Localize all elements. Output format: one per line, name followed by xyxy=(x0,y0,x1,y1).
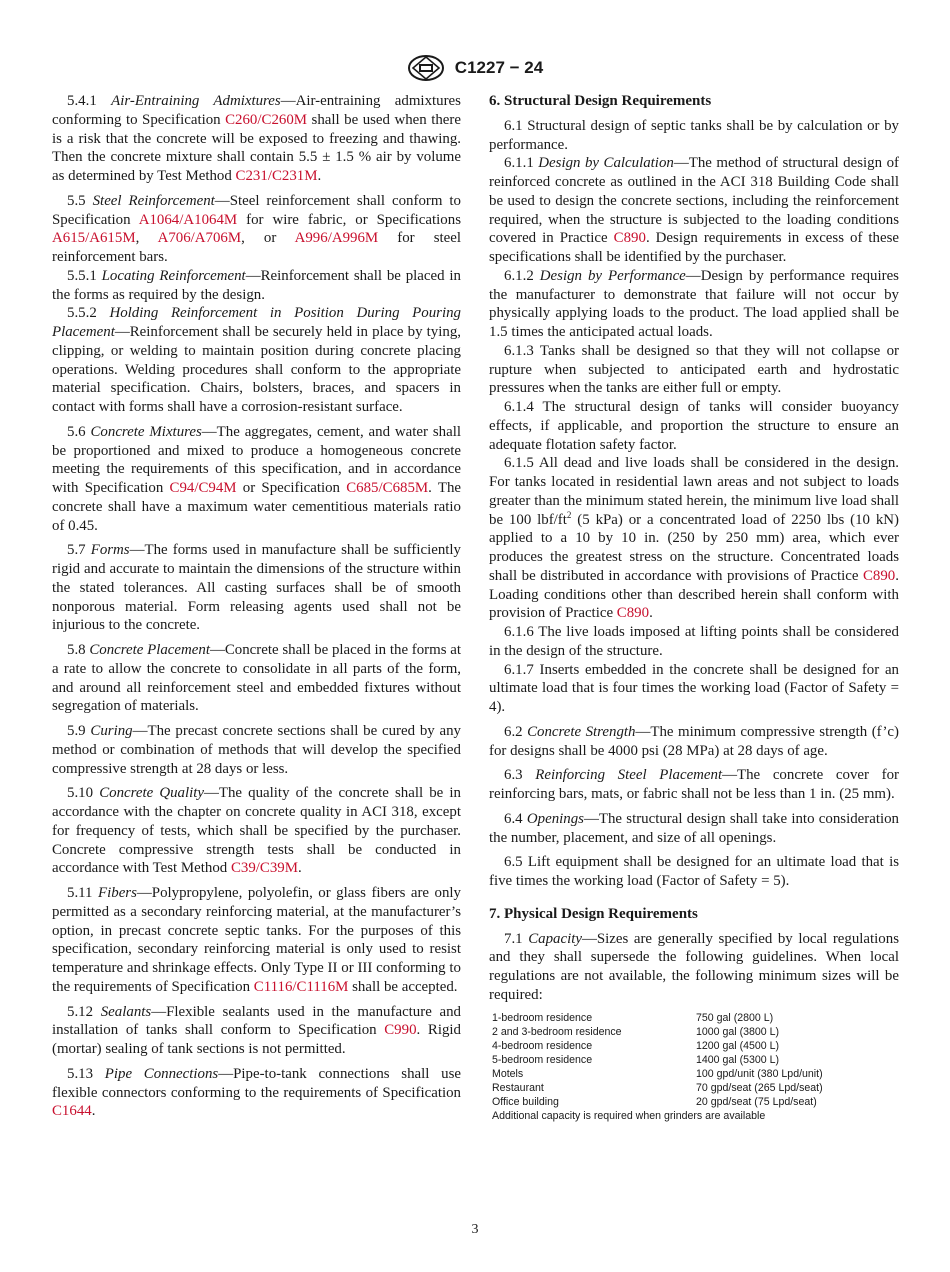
ref-link[interactable]: C1116/C1116M xyxy=(253,978,349,995)
table-row: 5-bedroom residence 1400 gal (5300 L) xyxy=(492,1053,780,1066)
table-row: Motels 100 gpd/unit (380 Lpd/unit) xyxy=(492,1067,823,1080)
para-6-1-6: 6.1.6 The live loads imposed at lifting points shall be considered in the design of the structure. xyxy=(489,624,899,659)
table-row: Office building 20 gpd/seat (75 Lpd/seat) xyxy=(492,1095,817,1108)
ref-link[interactable]: C1644 xyxy=(52,1103,92,1120)
para-5-5-1: 5.5.1 Locating Reinforcement—Reinforcement shall be placed in the forms as required by the design. xyxy=(52,267,461,303)
ref-link[interactable]: C94/C94M xyxy=(169,480,237,496)
para-5-8: 5.8 Concrete Placement—Concrete shall be placed in the forms at a rate to allow the concrete to consolidate in all parts of the form, and around all reinforcement steel and embedded fixtures without segregation of materials. xyxy=(52,642,461,715)
document-id: C1227 − 24 xyxy=(454,58,544,77)
table-row: 1-bedroom residence 750 gal (2800 L) xyxy=(492,1011,774,1024)
para-6-2: 6.2 Concrete Strength—The minimum compressive strength (f’c) for designs shall be 4000 psi (28 MPa) at 28 days of age. xyxy=(489,723,899,759)
table-row: Restaurant 70 gpd/seat (265 Lpd/seat) xyxy=(492,1081,823,1094)
para-6-1-4: 6.1.4 The structural design of tanks will consider buoyancy effects, if applicable, and proportion the structure to ensure an adequate flotation safety factor. xyxy=(489,399,899,453)
para-7-1: 7.1 Capacity—Sizes are generally specified by local regulations and they shall supersede the following guidelines. When local regulations are not available, the following minimum sizes will be required: xyxy=(489,930,899,1003)
para-5-11: 5.11 Fibers—Polypropylene, polyolefin, or glass fibers are only permitted as a secondary reinforcing material, at the manufacturer’s option, in precast concrete septic tanks. For the purposes of this specification, secondary reinforcing material is only used to resist temperature and shrinkage effects. Only Type II or III conforming to the requirements of Specification C1116/C1116M shall be accepted. xyxy=(52,885,461,995)
para-5-6: 5.6 Concrete Mixtures—The aggregates, cement, and water shall be proportioned and mixed to produce a homogeneous concrete meeting the requirements of this specification, and in accordance with Specification C94/C94M or Specification C685/C685M. The concrete shall have a maximum water cementitious materials ratio of 0.45. xyxy=(52,423,461,534)
section-heading-6: 6. Structural Design Requirements xyxy=(489,93,712,109)
para-5-5: 5.5 Steel Reinforcement—Steel reinforcement shall conform to Specification A1064/A1064M for wire fabric, or Specifications A615/A615M, A706/A706M, or A996/A996M for steel reinforcement bars. xyxy=(52,192,461,265)
right-column xyxy=(489,92,899,1123)
para-5-10: 5.10 Concrete Quality—The quality of the concrete shall be in accordance with the chapter on concrete quality in ACI 318, except for frequency of tests, which shall be specified by the purchaser. Concrete compressive strength tests shall be conducted in accordance with Test Method C39/C39M. xyxy=(52,785,461,877)
para-5-12: 5.12 Sealants—Flexible sealants used in the manufacture and installation of tanks shall conform to Specification C990. Rigid (mortar) sealing of tank sections is not permitted. xyxy=(52,1003,461,1057)
left-column xyxy=(52,92,461,1127)
capacity-table xyxy=(492,1011,823,1109)
para-5-13: 5.13 Pipe Connections—Pipe-to-tank connections shall use flexible connectors conforming to the requirements of Specification C1644. xyxy=(52,1065,461,1120)
para-6-1-3: 6.1.3 Tanks shall be designed so that they will not collapse or rupture when subjected to anticipated earth and hydrostatic pressures when the tanks are either full or empty. xyxy=(489,342,899,397)
para-5-9: 5.9 Curing—The precast concrete sections shall be cured by any method or combination of methods that will develop the specified compressive strength at 28 days or less. xyxy=(52,723,461,777)
para-5-4-1: 5.4.1 Air-Entraining Admixtures—Air-entraining admixtures conforming to Specification C260/C260M shall be used when there is a risk that the concrete will be exposed to freezing and thawing. Then the concrete mixture shall contain 5.5 ± 1.5 % air by volume as determined by Test Method C231/C231M. xyxy=(52,93,461,184)
para-5-7: 5.7 Forms—The forms used in manufacture shall be sufficiently rigid and accurate to maintain the dimensions of the structure within the stated tolerances. All casting surfaces shall be of smooth nonporous material. Form releasing agents used shall not be injurious to the concrete. xyxy=(52,542,461,634)
ref-link[interactable]: C39/C39M xyxy=(230,860,298,877)
para-6-1-2: 6.1.2 Design by Performance—Design by performance requires the manufacturer to demonstrate that failure will not occur by physically applying loads to the product. The load applied shall be 1.5 times the anticipated actual loads. xyxy=(489,267,899,340)
table-row: 4-bedroom residence 1200 gal (4500 L) xyxy=(492,1039,780,1052)
ref-link[interactable]: C890 xyxy=(862,567,896,584)
ref-link[interactable]: C890 xyxy=(616,605,650,622)
para-6-1: 6.1 Structural design of septic tanks shall be by calculation or by performance. xyxy=(489,117,899,153)
table-row: 2 and 3-bedroom residence 1000 gal (3800 L) xyxy=(492,1025,780,1038)
para-6-1-5: 6.1.5 All dead and live loads shall be considered in the design. For tanks located in residential lawn areas and not subject to loads greater than the minimum stated herein, the minimum live load shall be 100 lbf/$ft^2$ (5 kPa) or a concentrated load of 2250 lbs (10 kN) applied to a 10 by 10 in. (250 by 250 mm) area, which ever produces the greatest stress on the structure. Concentrated loads shall be distributed in accordance with provisions of Practice C890. Loading conditions other than described herein shall conform with provision of Practice C890. xyxy=(489,455,899,622)
astm-logo-icon xyxy=(407,54,445,82)
ref-link[interactable]: A615/A615M xyxy=(52,230,136,247)
page-number: 3 xyxy=(471,1222,479,1237)
ref-link[interactable]: C260/C260M xyxy=(225,111,308,128)
para-6-3: 6.3 Reinforcing Steel Placement—The concrete cover for reinforcing bars, mats, or fabric shall not be less than 1 in. (25 mm). xyxy=(489,767,899,802)
ref-link[interactable]: C231/C231M xyxy=(235,168,318,184)
ref-link[interactable]: A1064/A1064M xyxy=(138,211,238,228)
ref-link[interactable]: C890 xyxy=(613,230,646,247)
ref-link[interactable]: A996/A996M xyxy=(294,230,379,247)
ref-link[interactable]: C685/C685M xyxy=(346,480,429,496)
page-header xyxy=(0,54,950,82)
ref-link[interactable]: C990 xyxy=(384,1022,417,1039)
para-6-4: 6.4 Openings—The structural design shall take into consideration the number, placement, and size of all openings. xyxy=(489,810,899,846)
para-6-1-7: 6.1.7 Inserts embedded in the concrete shall be designed for an ultimate load that is four times the working load (Factor of Safety = 4). xyxy=(489,661,899,715)
para-6-1-1: 6.1.1 Design by Calculation—The method of structural design of reinforced concrete as outlined in the ACI 318 Building Code shall be used to design the concrete sections, including the reinforcement required, when the structure is subjected to the loading conditions covered in Practice C890. Design requirements in excess of these specifications shall be identified by the purchaser. xyxy=(489,155,900,265)
section-heading-7: 7. Physical Design Requirements xyxy=(489,905,698,922)
ref-link[interactable]: A706/A706M xyxy=(157,230,242,247)
table-note: Additional capacity is required when grinders are available xyxy=(492,1109,766,1122)
para-6-5: 6.5 Lift equipment shall be designed for an ultimate load that is five times the working load (Factor of Safety = 5). xyxy=(489,854,899,889)
para-5-5-2: 5.5.2 Holding Reinforcement in Position During Pouring Placement—Reinforcement shall be securely held in place by tying, clipping, or welding to maintain position during concrete placing operations. Welding procedures shall conform to the appropriate material specification. Chairs, bolsters, braces, and spacers in contact with forms shall have a corrosion-resistant surface. xyxy=(52,305,461,415)
